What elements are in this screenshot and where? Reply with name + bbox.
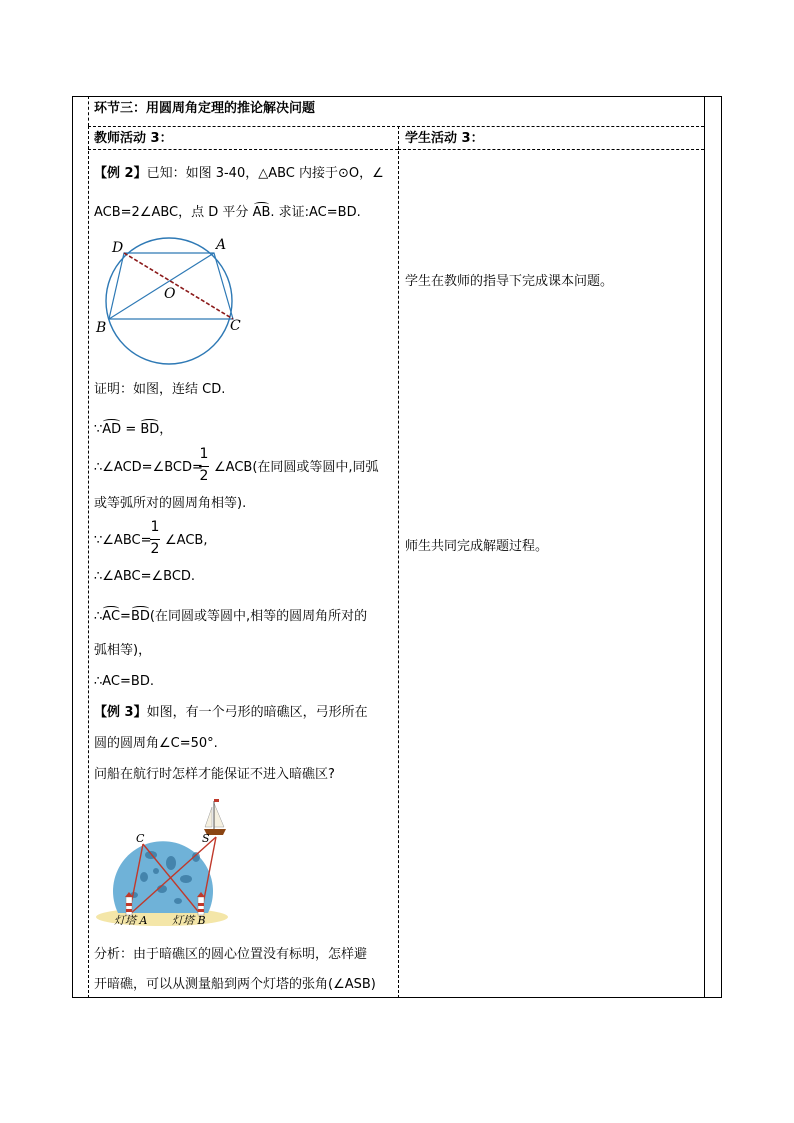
label-lighthouse-a: 灯塔 A [114,914,148,927]
analysis-line2: 开暗礁，可以从测量船到两个灯塔的张角(∠ASB) [94,977,376,992]
proof-line3b: ∠ACB(在同圆或等圆中,同弧 [214,460,379,475]
proof-line7 [94,609,367,625]
example2-text2a: ACB=2∠ABC，点 D 平分 [94,205,249,220]
col-right-dash [704,126,705,998]
proof-line5a: ∵∠ABC= [94,533,152,548]
proof-line4: 或等弧所对的圆周角相等). [94,496,247,511]
teacher-activity-heading: 教师活动 3： [94,131,173,146]
col-left-dash [88,126,89,998]
proof-line6: ∴∠ABC=∠BCD. [94,569,196,584]
eq-sign: = [121,422,141,437]
therefore-sign: ∴ [94,609,103,624]
label-s: S [202,832,210,845]
header-left-dash [88,96,89,126]
col-mid-dash [398,126,399,998]
example2-text2b: . 求证:AC=BD. [270,205,361,220]
header-bottom-dash [88,126,704,127]
example3-line3: 问船在航行时怎样才能保证不进入暗礁区? [94,767,335,782]
fraction2-numerator: 1 [150,519,160,535]
proof-line7-post: (在同圆或等圆中,相等的圆周角所对的 [149,609,368,624]
figure-reef [96,797,236,931]
fraction1-denominator: 2 [199,468,209,484]
proof-line2-post: ， [159,422,173,437]
label-c-reef: C [136,832,145,845]
subheader-dash-right [398,149,704,150]
arc-ac: AC [102,609,121,624]
ship-icon [204,799,226,835]
fraction2-denominator: 2 [150,541,160,557]
proof-line2 [94,422,172,438]
label-o: O [164,286,176,302]
fraction2-bar [150,539,160,540]
student-note-2: 师生共同完成解题过程。 [405,539,549,554]
proof-line5b: ∠ACB, [165,533,208,548]
analysis-line1: 分析：由于暗礁区的圆心位置没有标明，怎样避 [94,947,368,962]
example3-text1: 如图，有一个弓形的暗礁区，弓形所在 [146,705,368,720]
student-activity-heading: 学生活动 3： [405,131,484,146]
label-b: B [96,320,107,336]
proof-line1: 证明：如图，连结 CD. [94,382,226,397]
proof-line9: ∴AC=BD. [94,674,154,689]
label-a: A [216,237,227,253]
arc-ab: AB [252,205,271,220]
section-title: 环节三：用圆周角定理的推论解决问题 [94,101,316,116]
example2-line1 [94,166,384,182]
arc-ad: AD [102,422,122,437]
label-lighthouse-b: 灯塔 B [172,914,206,927]
eq-sign-2: = [120,609,131,624]
subheader-dash-left [88,149,398,150]
label-c: C [230,318,241,334]
example3-line2: 圆的圆周角∠C=50°. [94,736,218,751]
figure-circle-abcd [92,235,252,370]
fraction1-bar [199,466,209,467]
header-right-dash [704,96,705,126]
fraction1-numerator: 1 [199,446,209,462]
arc-bd: BD [140,422,160,437]
example2-text1: 已知：如图 3-40，△ABC 内接于⊙O，∠ [146,166,384,181]
proof-line3a: ∴∠ACD=∠BCD= [94,460,203,475]
proof-line8: 弧相等)， [94,643,152,658]
example2-tag: 【例 2】 [94,166,147,181]
arc-bd-2: BD [130,609,150,624]
student-note-1: 学生在教师的指导下完成课本问题。 [405,274,614,289]
because-sign: ∵ [94,422,103,437]
example2-line2 [94,205,361,221]
example3-tag: 【例 3】 [94,705,147,720]
chord-ad-ac [109,253,214,319]
example3-line1 [94,705,368,721]
label-d: D [112,240,124,256]
